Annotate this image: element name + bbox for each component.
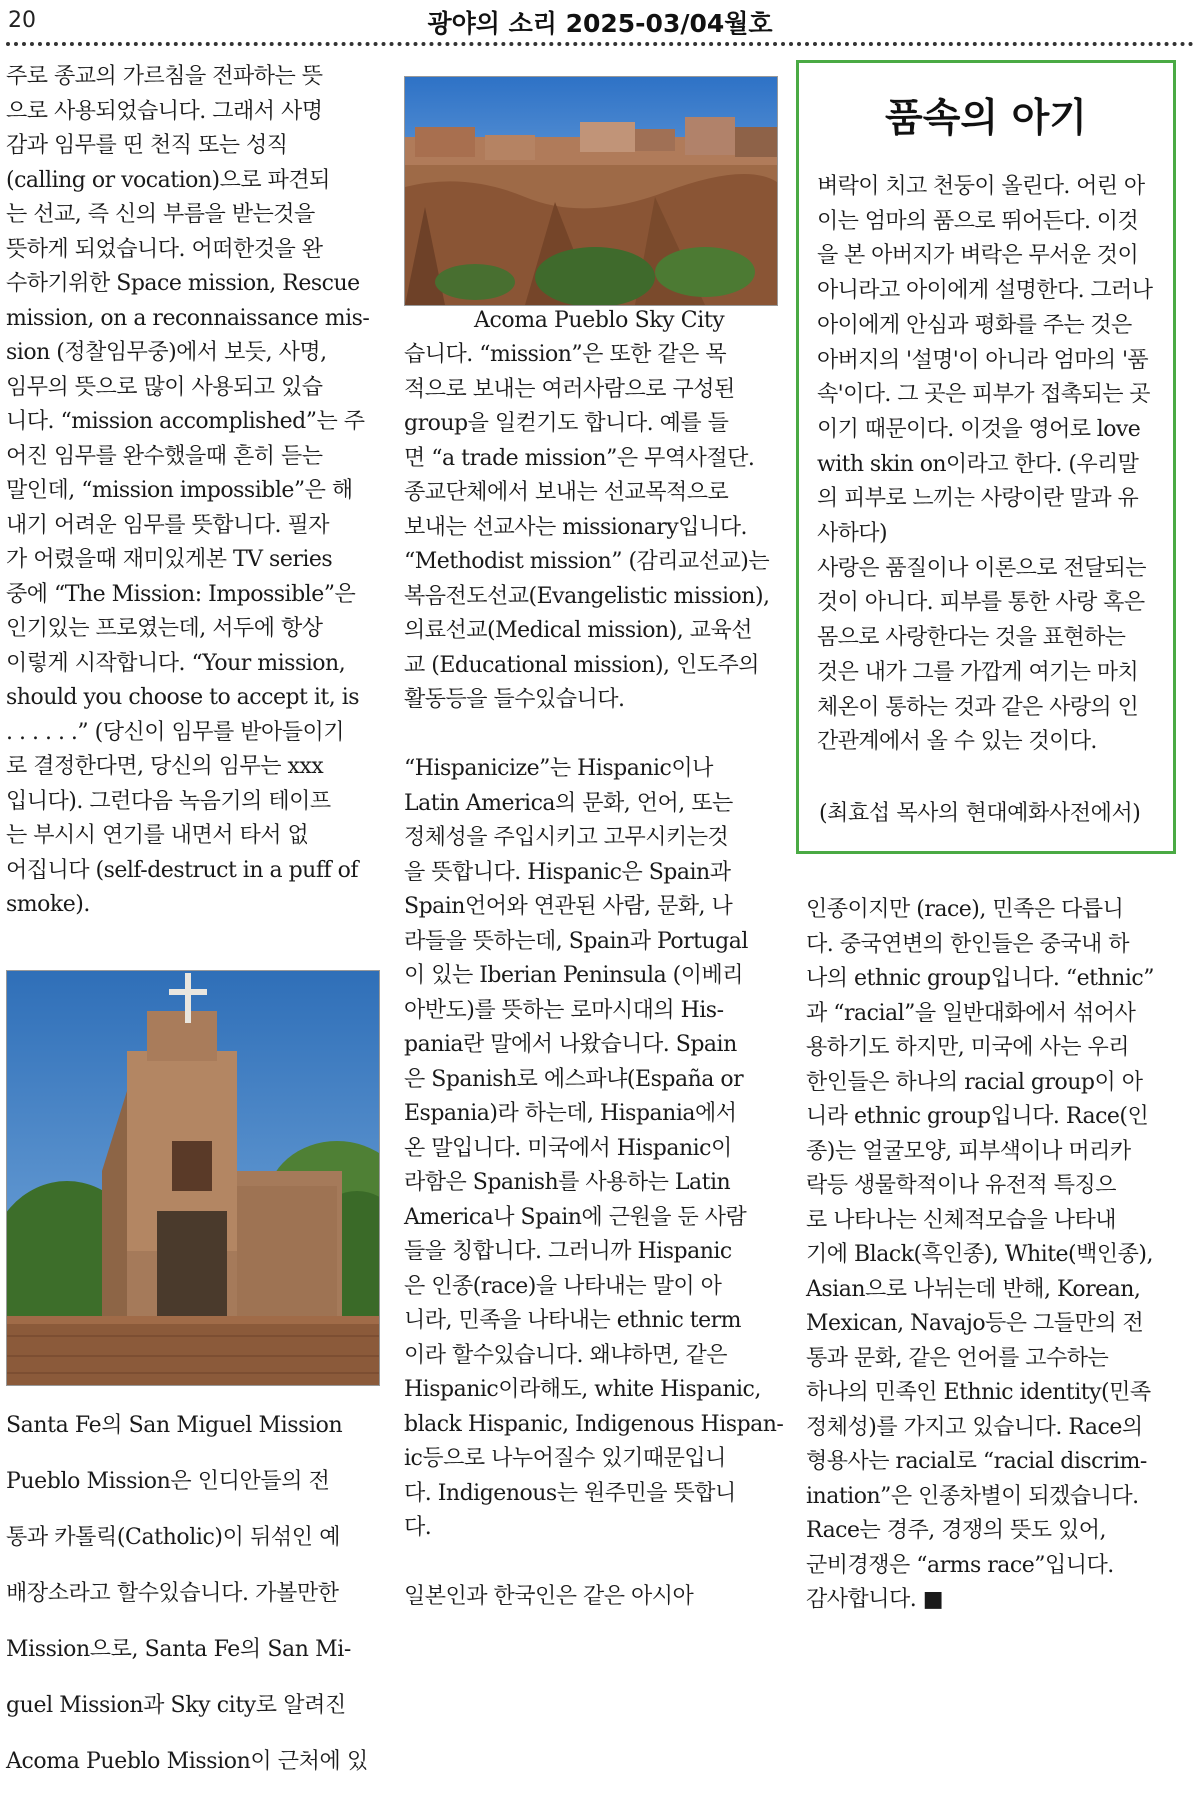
text-line: 정체성을 주입시키고 고무시키는것: [404, 825, 729, 850]
text-line: 말인데, “mission impossible”은 해: [6, 478, 353, 503]
sidebar-line: 몸으로 사랑한다는 것을 표현하는: [817, 625, 1126, 651]
sidebar-line: 을 본 아버지가 벼락은 무서운 것이: [817, 243, 1139, 269]
text-line: 복음전도선교(Evangelistic mission),: [404, 583, 770, 609]
sidebar-line: 것이 아니다. 피부를 통한 사랑 혹은: [817, 590, 1145, 616]
text-line: 은 인종(race)을 나타내는 말이 아: [404, 1273, 722, 1299]
text-line: “Hispanicize”는 Hispanic이나: [404, 756, 713, 781]
sidebar-line: 아버지의 '설명'이 아니라 엄마의 '품: [817, 347, 1149, 373]
text-line: 아반도)를 뜻하는 로마시대의 His-: [404, 997, 724, 1023]
text-line: 통과 문화, 같은 언어를 고수하는: [806, 1345, 1109, 1371]
text-line: 온 말입니다. 미국에서 Hispanic이: [404, 1135, 732, 1161]
text-line: 보내는 선교사는 missionary입니다.: [404, 514, 747, 540]
text-line: Espania)라 하는데, Hispania에서: [404, 1101, 737, 1126]
text-line: 감과 임무를 띤 천직 또는 성직: [6, 133, 288, 158]
text-line: mission, on a reconnaissance mis-: [6, 305, 370, 331]
column-3-text: [806, 893, 1154, 1618]
text-line: 어진 임무를 완수했을때 흔히 듣는: [6, 443, 323, 469]
text-line: 가 어렸을때 재미있게본 TV series: [6, 547, 333, 572]
text-line: “Methodist mission” (감리교선교)는: [404, 549, 770, 574]
text-line: Asian으로 나뉘는데 반해, Korean,: [806, 1276, 1141, 1302]
caption-line: 배장소라고 할수있습니다. 가볼만한: [6, 1581, 339, 1606]
text-line: 는 선교, 즉 신의 부름을 받는것을: [6, 202, 315, 227]
sidebar-body: [817, 170, 1152, 760]
text-line: [404, 718, 783, 753]
text-line: 는 부시시 연기를 내면서 타서 없: [6, 823, 309, 848]
sidebar-line: 속'이다. 그 곳은 피부가 접촉되는 곳: [817, 382, 1150, 408]
caption-line: Acoma Pueblo Mission이 근처에 있: [6, 1749, 368, 1774]
text-line: 한인들은 하나의 racial group이 아: [806, 1069, 1143, 1095]
text-line: 로 결정한다면, 당신의 임무는 xxx: [6, 754, 324, 779]
text-line: 하나의 민족인 Ethnic identity(민족: [806, 1380, 1151, 1405]
text-line: Mexican, Navajo등은 그들만의 전: [806, 1311, 1144, 1336]
caption-line: Pueblo Mission은 인디안들의 전: [6, 1469, 330, 1494]
sidebar-title: 품속의 아기: [885, 96, 1087, 141]
text-line: 적으로 보내는 여러사람으로 구성된: [404, 376, 735, 402]
text-line: 을 뜻합니다. Hispanic은 Spain과: [404, 859, 731, 885]
text-line: 과 “racial”을 일반대화에서 섞어사: [806, 1000, 1136, 1026]
text-line: 니라 ethnic group입니다. Race(인: [806, 1104, 1149, 1129]
sidebar-line: 이기 때문이다. 이것을 영어로 love: [817, 416, 1141, 442]
masthead: 광야의 소리 2025-03/04월호: [427, 9, 773, 38]
text-line: 기에 Black(흑인종), White(백인종),: [806, 1242, 1153, 1267]
text-line: 락등 생물학적이나 유전적 특징으: [806, 1173, 1117, 1198]
text-line: 이 있는 Iberian Peninsula (이베리: [404, 963, 744, 988]
acoma-pueblo-caption: Acoma Pueblo Sky City: [474, 308, 725, 333]
sidebar-box: [796, 60, 1176, 854]
text-line: 의료선교(Medical mission), 교육선: [404, 618, 752, 643]
caption-line: guel Mission과 Sky city로 알려진: [6, 1693, 346, 1718]
sidebar-line: 이는 엄마의 품으로 뛰어든다. 이것: [817, 208, 1139, 234]
column-1-text: [6, 60, 369, 923]
text-line: pania란 말에서 나왔습니다. Spain: [404, 1032, 737, 1057]
text-line: 뜻하게 되었습니다. 어떠한것을 완: [6, 236, 323, 262]
sidebar-source: (최효섭 목사의 현대예화사전에서): [819, 801, 1141, 826]
text-line: 라들을 뜻하는데, Spain과 Portugal: [404, 928, 748, 954]
text-line: 감사합니다. ■: [806, 1587, 944, 1612]
text-line: 종교단체에서 보내는 선교목적으로: [404, 480, 729, 505]
san-miguel-caption: [6, 1387, 368, 1801]
text-line: (calling or vocation)으로 파견되: [6, 167, 330, 193]
text-line: 이라 할수있습니다. 왜냐하면, 같은: [404, 1342, 727, 1368]
header-divider: [6, 42, 1194, 46]
text-line: 들을 칭합니다. 그러니까 Hispanic: [404, 1239, 732, 1264]
text-line: Latin America의 문화, 언어, 또는: [404, 790, 733, 816]
text-line: 활동등을 들수있습니다.: [404, 687, 625, 712]
text-line: 다. Indigenous는 원주민을 뜻합니: [404, 1480, 736, 1506]
text-line: 일본인과 한국인은 같은 아시아: [404, 1584, 694, 1609]
text-line: . . . . . .” (당신이 임무를 받아들이기: [6, 719, 345, 745]
text-line: 니라, 민족을 나타내는 ethnic term: [404, 1308, 742, 1333]
text-line: 인종이지만 (race), 민족은 다릅니: [806, 897, 1124, 922]
text-line: Hispanic이라해도, white Hispanic,: [404, 1377, 761, 1402]
text-line: 군비경쟁은 “arms race”입니다.: [806, 1552, 1114, 1578]
text-line: 임무의 뜻으로 많이 사용되고 있습: [6, 374, 323, 400]
sidebar-line: 의 피부로 느끼는 사랑이란 말과 유: [817, 486, 1139, 512]
text-line: 이렇게 시작합니다. “Your mission,: [6, 650, 346, 676]
text-line: Race는 경주, 경쟁의 뜻도 있어,: [806, 1518, 1107, 1543]
column-2-text: [404, 338, 783, 1615]
text-line: 나의 ethnic group입니다. “ethnic”: [806, 966, 1154, 991]
sidebar-line: 것은 내가 그를 가깝게 여기는 마치: [817, 659, 1139, 685]
sidebar-line: 벼락이 치고 천둥이 올린다. 어린 아: [817, 174, 1145, 199]
text-line: 형용사는 racial로 “racial discrim-: [806, 1449, 1147, 1474]
text-line: 정체성)를 가지고 있습니다. Race의: [806, 1414, 1143, 1440]
page-number: 20: [8, 8, 36, 33]
text-line: 니다. “mission accomplished”는 주: [6, 409, 365, 434]
text-line: 종)는 얼굴모양, 피부색이나 머리카: [806, 1138, 1131, 1164]
text-line: ination”은 인종차별이 되겠습니다.: [806, 1483, 1139, 1509]
text-line: 면 “a trade mission”은 무역사절단.: [404, 445, 755, 471]
text-line: 다.: [404, 1515, 432, 1540]
text-line: 교 (Educational mission), 인도주의: [404, 652, 760, 678]
text-line: 인기있는 프로였는데, 서두에 항상: [6, 616, 323, 641]
caption-line: Santa Fe의 San Miguel Mission: [6, 1413, 343, 1438]
text-line: ic등으로 나누어질수 있기때문입니: [404, 1446, 726, 1471]
text-line: 로 나타나는 신체적모습을 나타내: [806, 1207, 1117, 1233]
san-miguel-mission-photo: [6, 970, 380, 1386]
text-line: 입니다). 그런다음 녹음기의 테이프: [6, 788, 331, 814]
sidebar-line: 체온이 통하는 것과 같은 사랑의 인: [817, 694, 1139, 720]
text-line: Spain언어와 연관된 사람, 문화, 나: [404, 894, 733, 919]
caption-line: 통과 카톨릭(Catholic)이 뒤섞인 예: [6, 1525, 341, 1550]
acoma-pueblo-photo: [404, 76, 778, 306]
text-line: black Hispanic, Indigenous Hispan-: [404, 1411, 784, 1437]
sidebar-line: 아니라고 아이에게 설명한다. 그러나: [817, 278, 1153, 304]
text-line: [404, 1546, 783, 1581]
text-line: 중에 “The Mission: Impossible”은: [6, 581, 356, 607]
text-line: 라함은 Spanish를 사용하는 Latin: [404, 1170, 731, 1195]
text-line: 주로 종교의 가르침을 전파하는 뜻: [6, 64, 323, 89]
sidebar-line: 아이에게 안심과 평화를 주는 것은: [817, 312, 1132, 338]
sidebar-line: 사하다): [817, 521, 887, 547]
text-line: 수하기위한 Space mission, Rescue: [6, 271, 360, 296]
text-line: 으로 사용되었습니다. 그래서 사명: [6, 98, 323, 124]
text-line: 은 Spanish로 에스파냐(España or: [404, 1066, 744, 1092]
text-line: 어집니다 (self-destruct in a puff of: [6, 857, 359, 883]
text-line: 습니다. “mission”은 또한 같은 목: [404, 342, 727, 367]
text-line: smoke).: [6, 892, 90, 917]
text-line: should you choose to accept it, is: [6, 685, 360, 710]
text-line: America나 Spain에 근원을 둔 사람: [404, 1204, 747, 1230]
sidebar-line: 간관계에서 올 수 있는 것이다.: [817, 729, 1097, 755]
text-line: sion (정찰임무중)에서 보듯, 사명,: [6, 340, 327, 365]
sidebar-line: 사랑은 품질이나 이론으로 전달되는: [817, 555, 1146, 581]
text-line: 다. 중국연변의 한인들은 중국내 하: [806, 931, 1129, 957]
text-line: group을 일컫기도 합니다. 예를 들: [404, 411, 729, 436]
sidebar-line: with skin on이라고 한다. (우리말: [817, 451, 1139, 477]
text-line: 내기 어려운 임무를 뜻합니다. 필자: [6, 512, 329, 538]
text-line: 용하기도 하지만, 미국에 사는 우리: [806, 1035, 1129, 1060]
caption-line: Mission으로, Santa Fe의 San Mi-: [6, 1637, 351, 1662]
